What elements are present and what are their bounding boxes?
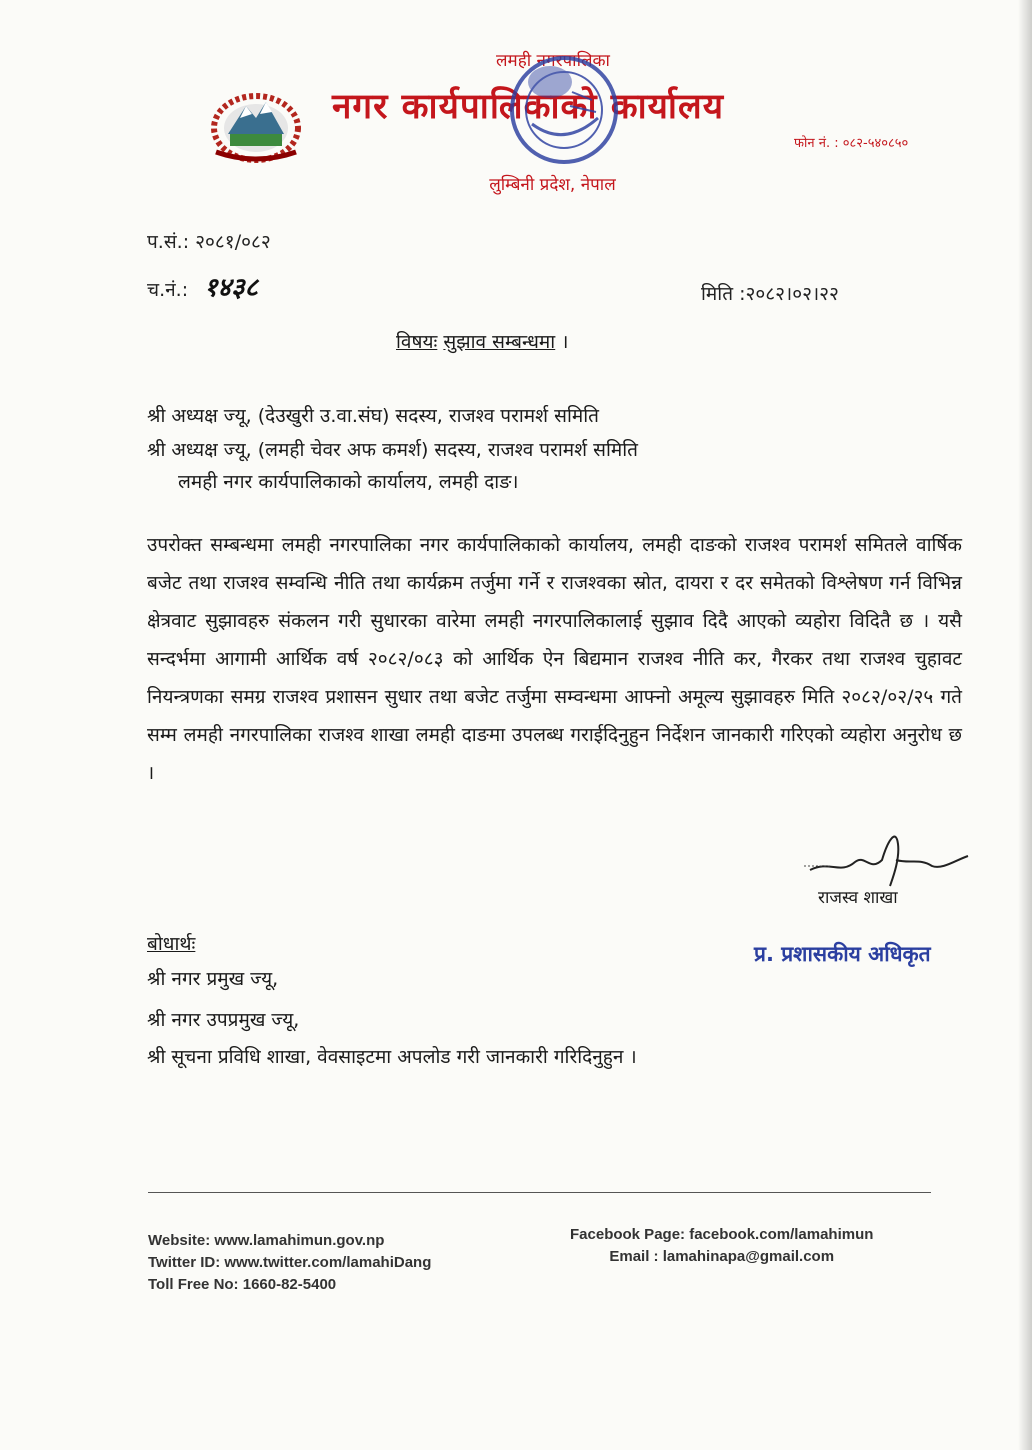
letter-date: मिति :२०८२।०२।२२ (701, 283, 839, 305)
page-edge-shadow (1018, 0, 1032, 1450)
subject-label: विषयः (396, 331, 438, 353)
office-title: नगर कार्यपालिकाको कार्यालय (332, 87, 725, 127)
phone-number: फोन नं. : ०८२-५४०८५० (794, 136, 909, 151)
addressee-2: श्री अध्यक्ष ज्यू, (लमही चेवर अफ कमर्श) सदस्य, राजश्व परामर्श समिति (147, 439, 638, 461)
subject-line (396, 328, 568, 354)
office-seal-stamp (502, 52, 632, 172)
cn-value-handwritten: १४३८ (204, 273, 259, 303)
addressee-1: श्री अध्यक्ष ज्यू, (देउखुरी उ.वा.संघ) सदस्य, राजश्व परामर्श समिति (147, 405, 599, 427)
cc-item: श्री नगर उपप्रमुख ज्यू, (147, 1009, 300, 1031)
footer-right (570, 1224, 873, 1268)
province-name: लुम्बिनी प्रदेश, नेपाल (489, 175, 616, 195)
signature-section-label: राजस्व शाखा (818, 888, 898, 908)
signatory-stamp: प्र. प्रशासकीय अधिकृत (754, 942, 931, 966)
footer-email: Email : lamahinapa@gmail.com (609, 1248, 835, 1265)
footer-website: Website: www.lamahimun.gov.np (148, 1232, 385, 1249)
footer-tollfree: Toll Free No: 1660-82-5400 (148, 1276, 337, 1293)
ps-label: प.सं.: (147, 231, 190, 253)
addressee-office: लमही नगर कार्यपालिकाको कार्यालय, लमही दाङ। (178, 471, 519, 493)
cc-heading: बोधार्थः (147, 933, 196, 955)
letter-body: उपरोक्त सम्बन्धमा लमही नगरपालिका नगर कार्यपालिकाको कार्यालय, लमही दाङको राजश्व परामर्श समितले वार्षिक बजेट तथा राजश्व सम्वन्धि नीति तथा कार्यक्रम तर्जुमा गर्ने र राजश्वका स्रोत, दायरा र दर समेतको विश्लेषण गर्न विभिन्न क्षेत्रवाट सुझावहरु संकलन गरी सुधारका वारेमा लमही नगरपालिकालाई सुझाव दिदै आएको व्यहोरा विदितै छ । यसै सन्दर्भमा आगामी आर्थिक वर्ष २०८२/०८३ को आर्थिक ऐन बिद्यमान राजश्व नीति कर, गैरकर तथा राजश्व चुहावट नियन्त्रणका समग्र राजश्व प्रशासन सुधार तथा बजेट तर्जुमा सम्वन्धमा आफ्नो अमूल्य सुझावहरु मिति २०८२/०२/२५ गते सम्म लमही नगरपालिका राजश्व शाखा लमही दाङमा उपलब्ध गराईदिनुहुन निर्देशन जानकारी गरिएको व्यहोरा अनुरोध छ । (147, 534, 962, 784)
nepal-emblem-icon (206, 84, 306, 164)
cn-label: च.नं.: (147, 279, 189, 301)
subject-end: । (561, 331, 569, 353)
footer-facebook: Facebook Page: facebook.com/lamahimun (570, 1226, 874, 1243)
footer-divider (148, 1192, 931, 1193)
ps-value: २०८१/०८२ (195, 231, 271, 253)
footer-left (148, 1230, 431, 1296)
cc-item: श्री नगर प्रमुख ज्यू, (147, 968, 279, 990)
subject-text: सुझाव सम्बन्धमा (443, 331, 556, 353)
reference-ps (147, 228, 271, 254)
cc-item: श्री सूचना प्रविधि शाखा, वेवसाइटमा अपलोड गरी जानकारी गरिदिनुहुन । (147, 1046, 637, 1068)
municipality-name: लमही नगरपालिका (496, 51, 610, 71)
footer-twitter: Twitter ID: www.twitter.com/lamahiDang (148, 1254, 432, 1271)
